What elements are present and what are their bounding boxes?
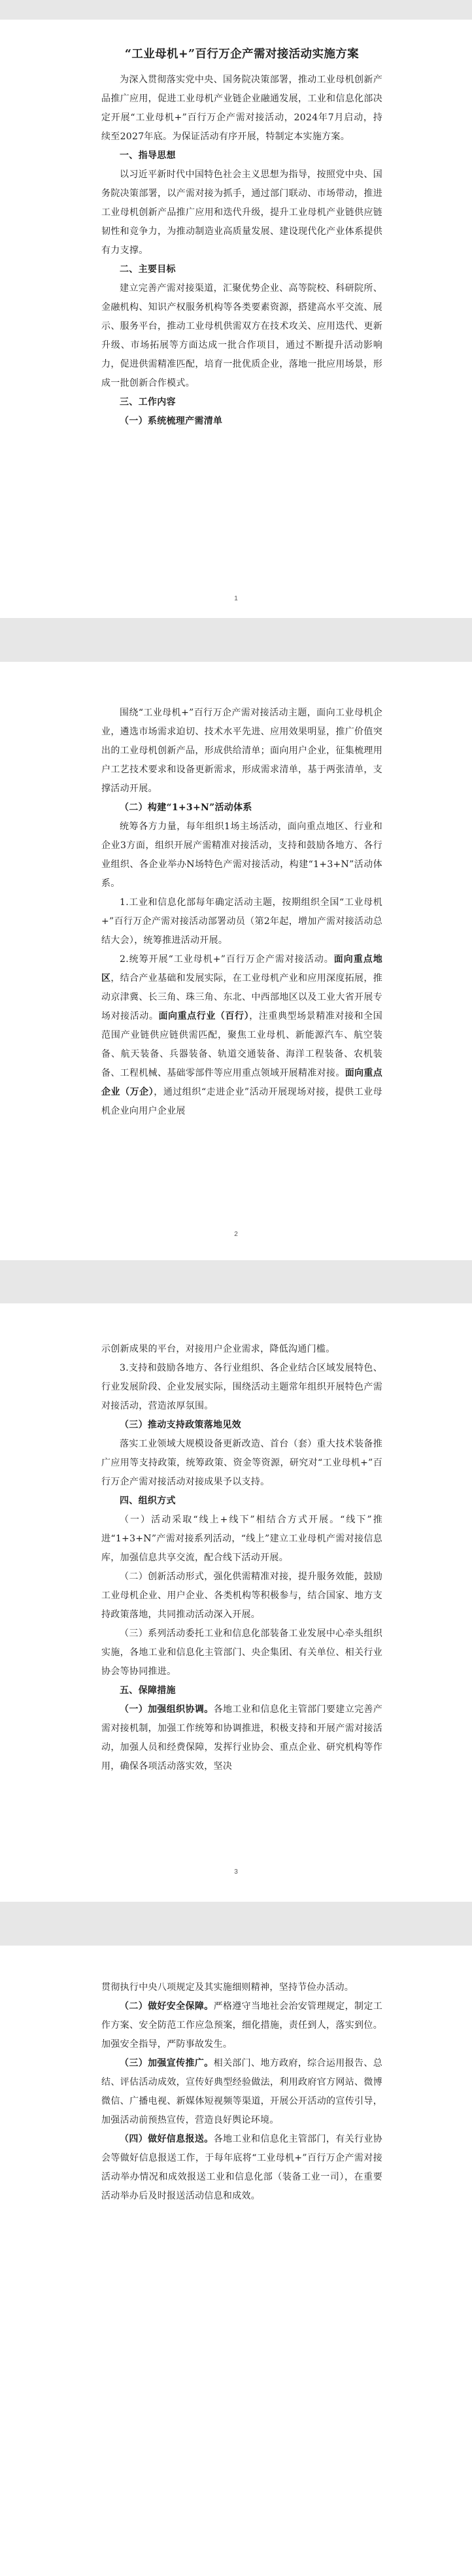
intro-paragraph: 为深入贯彻落实党中央、国务院决策部署，推动工业母机创新产品推广应用，促进工业母机产业链企业融通发展，工业和信息化部决定开展“工业母机+”百行万企产需对接活动，2024年7月启动，持续至2027年底。为保证活动有序开展，特制定本实施方案。	[101, 75, 382, 142]
document-title: “工业母机+”百行万企产需对接活动实施方案	[124, 48, 360, 61]
coordination-paragraph	[101, 950, 382, 1121]
local-activities-paragraph: 3.支持和鼓励各地方、各行业组织、各企业结合区域发展特色、行业发展阶段、企业发展实际，围绕活动主题常年组织开展特色产需对接活动，营造浓厚氛围。	[101, 1363, 382, 1411]
continuation-paragraph: 示创新成果的平台，对接用户企业需求，降低沟通门槛。	[101, 1344, 335, 1354]
key-industries-label: 面向重点行业（百行）	[158, 1011, 250, 1022]
subsection-1-heading: （一）系统梳理产需清单	[120, 416, 223, 426]
safeguard-item-4-label: （四）做好信息报送。	[120, 2134, 214, 2144]
continuation-paragraph: 贯彻执行中央八项规定及其实施细则精神，坚持节俭办活动。	[101, 1982, 354, 1993]
requirement-list-paragraph: 围绕“工业母机+”百行万企产需对接活动主题，面向工业母机企业，遴选市场需求迫切、技术水平先进、应用效果明显，推广价值突出的工业母机创新产品，形成供给清单；面向用户企业，征集梳理用户工艺技术要求和设备更新需求，形成需求清单，基于两张清单，支撑活动开展。	[101, 708, 382, 794]
section-2-text: 建立完善产需对接渠道，汇聚优势企业、高等院校、科研院所、金融机构、知识产权服务机构等各类要素资源，搭建高水平交流、展示、服务平台，推动工业母机供需双方在技术攻关、应用迭代、更新升级、市场拓展等方面达成一批合作项目，通过不断提升活动影响力，促进供需精准匹配，培育一批优质企业，落地一批应用场景，形成一批创新合作模式。	[101, 283, 382, 388]
safeguard-item-3-text: 相关部门、地方政府，综合运用报告、总结、评估活动成效，宣传好典型经验做法，利用政府官方网站、微博微信、广播电视、新媒体短视频等渠道，开展公开活动的宣传引导，加强活动前预热宣传，营造良好舆论环境。	[101, 2058, 382, 2125]
policy-paragraph: 落实工业领域大规模设备更新改造、首台（套）重大技术装备推广应用等支持政策，统筹政策、资金等资源，研究对“工业母机+”百行万企产需对接活动对接成果予以支持。	[101, 1439, 382, 1487]
page-number: 1	[234, 595, 238, 602]
page-number: 2	[234, 1231, 238, 1238]
section-1-heading: 一、指导思想	[120, 150, 176, 161]
section-2-heading: 二、主要目标	[120, 264, 176, 275]
section-5-heading: 五、保障措施	[120, 1685, 176, 1696]
organization-item-2: （二）创新活动形式，强化供需精准对接，提升服务效能，鼓励工业母机企业、用户企业、各类机构等积极参与，结合国家、地方支持政策落地，共同推动活动深入开展。	[101, 1571, 382, 1620]
safeguard-item-3	[101, 2054, 382, 2130]
ministry-paragraph: 1.工业和信息化部每年确定活动主题，按期组织全国“工业母机+”百行万企产需对接活动部署动员（第2年起，增加产需对接活动总结大会），统筹推进活动开展。	[101, 897, 382, 946]
coordination-text-a: 2.统筹开展“工业母机+”百行万企产需对接活动。	[120, 954, 334, 965]
safeguard-item-4-text: 各地工业和信息化主管部门，有关行业协会等做好信息报送工作，于每年底将“工业母机+”百行万企产需对接活动举办情况和成效报送工业和信息化部（装备工业一司），在重要活动举办后及时报送活动信息和成效。	[101, 2134, 382, 2201]
document-page-4	[0, 1946, 472, 2576]
document-page-2	[0, 662, 472, 1260]
subsection-3-heading: （三）推动支持政策落地见效	[120, 1420, 241, 1430]
page-3-content	[101, 1340, 382, 1776]
section-3-heading: 三、工作内容	[120, 397, 176, 407]
safeguard-item-1-label: （一）加强组织协调。	[120, 1704, 214, 1715]
safeguard-item-1-text: 各地工业和信息化主管部门要建立完善产需对接机制，加强工作统筹和协调推进，积极支持和开展产需对接活动，加强人员和经费保障，发挥行业协会、重点企业、研究机构等作用，确保各项活动落实效，坚决	[101, 1704, 382, 1772]
page-1-content	[101, 46, 382, 431]
document-page-3	[0, 1303, 472, 1902]
organization-item-3: （三）系列活动委托工业和信息化部装备工业发展中心牵头组织实施，各地工业和信息化主管部门、央企集团、有关单位、相关行业协会等协同推进。	[101, 1628, 382, 1677]
safeguard-item-2-text: 严格遵守当地社会治安管理规定，制定工作方案、安全防范工作应急预案，细化措施，责任到人，落实到位。加强安全指导，严防事故发生。	[101, 2001, 382, 2050]
section-4-heading: 四、组织方式	[120, 1496, 176, 1506]
page-2-content	[101, 704, 382, 1121]
page-number: 3	[234, 1868, 238, 1876]
safeguard-item-2	[101, 1997, 382, 2054]
organization-item-1: （一）活动采取“线上+线下”相结合方式开展。“线下”推进“1+3+N”产需对接系列活动，“线上”建立工业母机产需对接信息库，加强信息共享交流，配合线下活动开展。	[101, 1515, 382, 1563]
coordination-text-d: ，通过组织“走进企业”活动开展现场对接，提供工业母机企业向用户企业展	[101, 1087, 382, 1116]
coordination-text-b: ，结合产业基础和发展实际，在工业母机产业和应用深度拓展，推动京津冀、长三角、珠三角、东北、中西部地区以及工业大省开展专场对接活动。	[101, 973, 382, 1022]
subsection-2-heading: （二）构建“1+3+N”活动体系	[120, 802, 252, 813]
safeguard-item-3-label: （三）加强宣传推广。	[120, 2058, 214, 2069]
page-4-content	[101, 1978, 382, 2206]
document-page-1	[0, 20, 472, 618]
key-regions-label: 面向重点地区	[101, 954, 383, 984]
activity-system-paragraph: 统筹各方力量，每年组织1场主场活动，面向重点地区、行业和企业3方面，组织开展产需精准对接活动，支持和鼓励各地方、各行业组织、各企业举办N场特色产需对接活动，构建“1+3+N”活动体系。	[101, 821, 382, 889]
section-1-text: 以习近平新时代中国特色社会主义思想为指导，按照党中央、国务院决策部署，以产需对接为抓手，通过部门联动、市场带动，推进工业母机创新产品推广应用和迭代升级，提升工业母机产业链供应链韧性和竞争力，为推动制造业高质量发展、建设现代化产业体系提供有力支撑。	[101, 169, 382, 256]
safeguard-item-4	[101, 2130, 382, 2206]
safeguard-item-1	[101, 1700, 382, 1776]
coordination-text-c: ，注重典型场景精准对接和全国范围产业链供应链供需匹配，聚焦工业母机、新能源汽车、航空装备、航天装备、兵器装备、轨道交通装备、海洋工程装备、农机装备、工程机械、基础零部件等应用重点领域开展精准对接。	[101, 1011, 382, 1078]
safeguard-item-2-label: （二）做好安全保障。	[120, 2001, 214, 2012]
key-enterprises-label: 面向重点企业（万企）	[101, 1068, 382, 1097]
